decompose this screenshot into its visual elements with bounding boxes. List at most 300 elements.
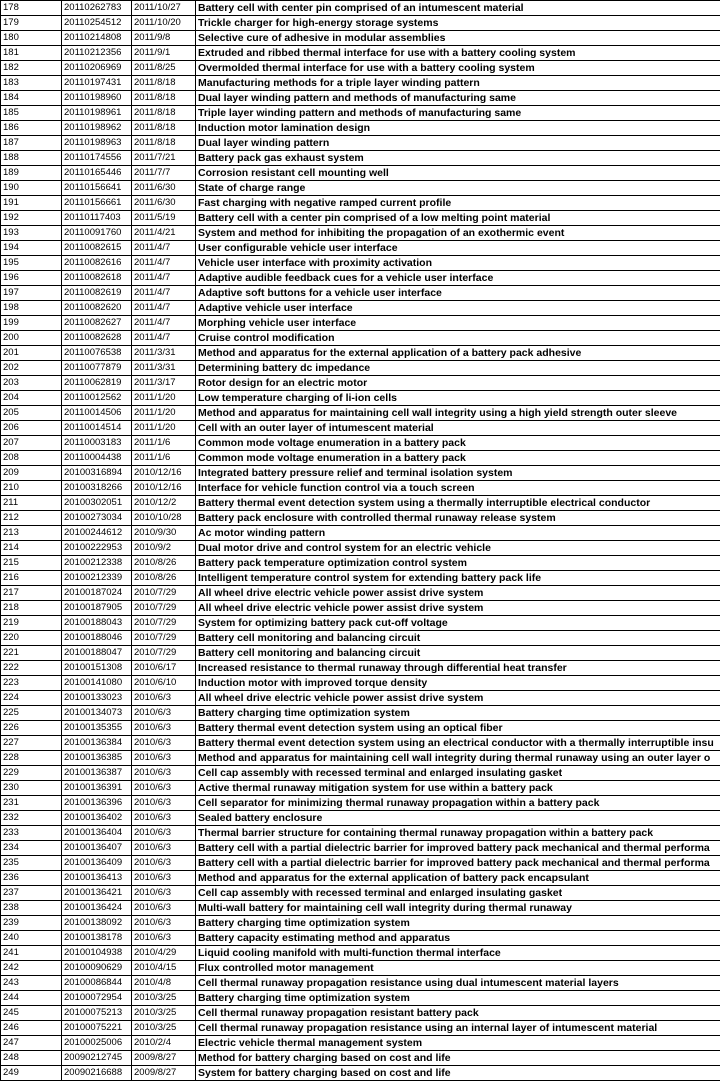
publication-number-cell: 20110082616: [62, 256, 132, 271]
patent-title-cell: Cell with an outer layer of intumescent material: [196, 421, 720, 436]
patent-title-cell: Battery cell monitoring and balancing circuit: [196, 631, 720, 646]
publication-date-cell: 2010/3/25: [132, 1021, 196, 1036]
publication-date-cell: 2011/8/18: [132, 76, 196, 91]
publication-number-cell: 20100136396: [62, 796, 132, 811]
publication-date-cell: 2011/6/30: [132, 181, 196, 196]
table-row: [1, 691, 720, 706]
row-index-cell: 244: [1, 991, 62, 1006]
patent-title-cell: State of charge range: [196, 181, 720, 196]
publication-number-cell: 20110014506: [62, 406, 132, 421]
table-row: [1, 46, 720, 61]
patent-title-cell: Sealed battery enclosure: [196, 811, 720, 826]
patent-title-cell: Cell thermal runaway propagation resistance using an internal layer of intumescent material: [196, 1021, 720, 1036]
publication-date-cell: 2011/9/8: [132, 31, 196, 46]
table-row: [1, 481, 720, 496]
table-row: [1, 676, 720, 691]
publication-number-cell: 20110165446: [62, 166, 132, 181]
patent-title-cell: Method and apparatus for the external application of a battery pack adhesive: [196, 346, 720, 361]
publication-date-cell: 2011/8/25: [132, 61, 196, 76]
row-index-cell: 246: [1, 1021, 62, 1036]
table-row: [1, 886, 720, 901]
publication-number-cell: 20110012562: [62, 391, 132, 406]
publication-number-cell: 20100316894: [62, 466, 132, 481]
table-row: [1, 616, 720, 631]
patent-title-cell: Increased resistance to thermal runaway through differential heat transfer: [196, 661, 720, 676]
row-index-cell: 247: [1, 1036, 62, 1051]
table-row: [1, 1066, 720, 1081]
patent-title-cell: Trickle charger for high-energy storage systems: [196, 16, 720, 31]
publication-date-cell: 2010/6/3: [132, 736, 196, 751]
row-index-cell: 241: [1, 946, 62, 961]
row-index-cell: 187: [1, 136, 62, 151]
table-row: [1, 136, 720, 151]
table-row: [1, 106, 720, 121]
patent-title-cell: Selective cure of adhesive in modular assemblies: [196, 31, 720, 46]
row-index-cell: 190: [1, 181, 62, 196]
publication-date-cell: 2011/5/19: [132, 211, 196, 226]
publication-date-cell: 2011/8/18: [132, 106, 196, 121]
row-index-cell: 211: [1, 496, 62, 511]
publication-date-cell: 2010/6/3: [132, 781, 196, 796]
publication-date-cell: 2010/6/3: [132, 931, 196, 946]
row-index-cell: 220: [1, 631, 62, 646]
patent-title-cell: Electric vehicle thermal management system: [196, 1036, 720, 1051]
row-index-cell: 181: [1, 46, 62, 61]
publication-date-cell: 2010/2/4: [132, 1036, 196, 1051]
patent-title-cell: Dual layer winding pattern and methods of manufacturing same: [196, 91, 720, 106]
publication-date-cell: 2010/9/2: [132, 541, 196, 556]
table-row: [1, 76, 720, 91]
table-row: [1, 466, 720, 481]
table-row: [1, 811, 720, 826]
publication-date-cell: 2010/6/3: [132, 886, 196, 901]
table-row: [1, 841, 720, 856]
table-row: [1, 601, 720, 616]
row-index-cell: 209: [1, 466, 62, 481]
publication-date-cell: 2011/4/7: [132, 301, 196, 316]
row-index-cell: 217: [1, 586, 62, 601]
patent-title-cell: Cell cap assembly with recessed terminal and enlarged insulating gasket: [196, 766, 720, 781]
patent-title-cell: Ac motor winding pattern: [196, 526, 720, 541]
publication-date-cell: 2011/4/21: [132, 226, 196, 241]
publication-number-cell: 20110197431: [62, 76, 132, 91]
row-index-cell: 239: [1, 916, 62, 931]
row-index-cell: 243: [1, 976, 62, 991]
patent-title-cell: Common mode voltage enumeration in a battery pack: [196, 451, 720, 466]
publication-date-cell: 2011/3/17: [132, 376, 196, 391]
patent-title-cell: Battery cell monitoring and balancing circuit: [196, 646, 720, 661]
patent-title-cell: All wheel drive electric vehicle power assist drive system: [196, 691, 720, 706]
publication-date-cell: 2010/8/26: [132, 571, 196, 586]
publication-number-cell: 20110082620: [62, 301, 132, 316]
patent-title-cell: All wheel drive electric vehicle power assist drive system: [196, 586, 720, 601]
row-index-cell: 179: [1, 16, 62, 31]
publication-number-cell: 20110262783: [62, 1, 132, 16]
publication-number-cell: 20110117403: [62, 211, 132, 226]
row-index-cell: 208: [1, 451, 62, 466]
publication-date-cell: 2010/6/3: [132, 871, 196, 886]
publication-date-cell: 2010/6/3: [132, 841, 196, 856]
row-index-cell: 199: [1, 316, 62, 331]
patent-table-body: [1, 1, 720, 1081]
row-index-cell: 212: [1, 511, 62, 526]
row-index-cell: 223: [1, 676, 62, 691]
table-row: [1, 781, 720, 796]
publication-date-cell: 2011/1/20: [132, 391, 196, 406]
row-index-cell: 219: [1, 616, 62, 631]
publication-number-cell: 20110198960: [62, 91, 132, 106]
row-index-cell: 216: [1, 571, 62, 586]
table-row: [1, 736, 720, 751]
publication-number-cell: 20110156641: [62, 181, 132, 196]
row-index-cell: 237: [1, 886, 62, 901]
publication-date-cell: 2010/4/15: [132, 961, 196, 976]
row-index-cell: 183: [1, 76, 62, 91]
publication-date-cell: 2009/8/27: [132, 1051, 196, 1066]
patent-title-cell: Overmolded thermal interface for use with a battery cooling system: [196, 61, 720, 76]
table-row: [1, 976, 720, 991]
publication-date-cell: 2011/1/6: [132, 436, 196, 451]
publication-number-cell: 20110082618: [62, 271, 132, 286]
publication-number-cell: 20100151308: [62, 661, 132, 676]
publication-date-cell: 2010/6/10: [132, 676, 196, 691]
patent-title-cell: Cell thermal runaway propagation resistance using dual intumescent material layers: [196, 976, 720, 991]
publication-date-cell: 2011/9/1: [132, 46, 196, 61]
publication-number-cell: 20100135355: [62, 721, 132, 736]
publication-number-cell: 20100302051: [62, 496, 132, 511]
publication-date-cell: 2011/7/7: [132, 166, 196, 181]
row-index-cell: 210: [1, 481, 62, 496]
table-row: [1, 256, 720, 271]
row-index-cell: 188: [1, 151, 62, 166]
row-index-cell: 238: [1, 901, 62, 916]
publication-number-cell: 20100136402: [62, 811, 132, 826]
patent-title-cell: Method and apparatus for maintaining cell wall integrity using a high yield strength outer sleeve: [196, 406, 720, 421]
row-index-cell: 236: [1, 871, 62, 886]
row-index-cell: 195: [1, 256, 62, 271]
publication-number-cell: 20100188046: [62, 631, 132, 646]
patent-title-cell: Battery thermal event detection system using an electrical conductor with a thermally interruptible insu: [196, 736, 720, 751]
table-row: [1, 961, 720, 976]
publication-number-cell: 20100136407: [62, 841, 132, 856]
publication-number-cell: 20090216688: [62, 1066, 132, 1081]
table-row: [1, 931, 720, 946]
publication-date-cell: 2010/4/8: [132, 976, 196, 991]
row-index-cell: 214: [1, 541, 62, 556]
patent-title-cell: Extruded and ribbed thermal interface for use with a battery cooling system: [196, 46, 720, 61]
row-index-cell: 182: [1, 61, 62, 76]
table-row: [1, 796, 720, 811]
row-index-cell: 178: [1, 1, 62, 16]
publication-date-cell: 2010/8/26: [132, 556, 196, 571]
table-row: [1, 91, 720, 106]
row-index-cell: 234: [1, 841, 62, 856]
patent-title-cell: Battery charging time optimization system: [196, 706, 720, 721]
publication-number-cell: 20110082615: [62, 241, 132, 256]
row-index-cell: 200: [1, 331, 62, 346]
table-row: [1, 496, 720, 511]
row-index-cell: 201: [1, 346, 62, 361]
publication-number-cell: 20110062819: [62, 376, 132, 391]
table-row: [1, 241, 720, 256]
publication-date-cell: 2011/8/18: [132, 91, 196, 106]
row-index-cell: 192: [1, 211, 62, 226]
patent-title-cell: Dual motor drive and control system for an electric vehicle: [196, 541, 720, 556]
row-index-cell: 180: [1, 31, 62, 46]
publication-date-cell: 2010/7/29: [132, 601, 196, 616]
patent-title-cell: Battery cell with center pin comprised of an intumescent material: [196, 1, 720, 16]
row-index-cell: 227: [1, 736, 62, 751]
table-row: [1, 946, 720, 961]
publication-date-cell: 2009/8/27: [132, 1066, 196, 1081]
publication-date-cell: 2010/6/3: [132, 811, 196, 826]
table-row: [1, 1, 720, 16]
row-index-cell: 191: [1, 196, 62, 211]
publication-date-cell: 2011/10/20: [132, 16, 196, 31]
row-index-cell: 218: [1, 601, 62, 616]
patent-title-cell: Manufacturing methods for a triple layer winding pattern: [196, 76, 720, 91]
patent-title-cell: Vehicle user interface with proximity activation: [196, 256, 720, 271]
publication-number-cell: 20110174556: [62, 151, 132, 166]
publication-date-cell: 2011/7/21: [132, 151, 196, 166]
table-row: [1, 1036, 720, 1051]
publication-date-cell: 2010/12/2: [132, 496, 196, 511]
publication-number-cell: 20100136413: [62, 871, 132, 886]
table-row: [1, 706, 720, 721]
patent-title-cell: System for optimizing battery pack cut-off voltage: [196, 616, 720, 631]
publication-number-cell: 20110198961: [62, 106, 132, 121]
row-index-cell: 248: [1, 1051, 62, 1066]
publication-date-cell: 2010/10/28: [132, 511, 196, 526]
publication-number-cell: 20110206969: [62, 61, 132, 76]
patent-title-cell: Method for battery charging based on cost and life: [196, 1051, 720, 1066]
table-row: [1, 511, 720, 526]
table-row: [1, 856, 720, 871]
patent-title-cell: Battery pack gas exhaust system: [196, 151, 720, 166]
table-row: [1, 31, 720, 46]
patent-title-cell: Battery capacity estimating method and apparatus: [196, 931, 720, 946]
row-index-cell: 203: [1, 376, 62, 391]
publication-number-cell: 20100244612: [62, 526, 132, 541]
table-row: [1, 751, 720, 766]
publication-date-cell: 2010/7/29: [132, 631, 196, 646]
patent-title-cell: Active thermal runaway mitigation system for use within a battery pack: [196, 781, 720, 796]
publication-number-cell: 20100188047: [62, 646, 132, 661]
publication-date-cell: 2010/4/29: [132, 946, 196, 961]
patent-title-cell: Corrosion resistant cell mounting well: [196, 166, 720, 181]
table-row: [1, 646, 720, 661]
row-index-cell: 232: [1, 811, 62, 826]
table-row: [1, 1006, 720, 1021]
publication-number-cell: 20110214808: [62, 31, 132, 46]
patent-title-cell: Cell thermal runaway propagation resistant battery pack: [196, 1006, 720, 1021]
publication-date-cell: 2010/6/3: [132, 721, 196, 736]
patent-title-cell: Triple layer winding pattern and methods of manufacturing same: [196, 106, 720, 121]
patent-title-cell: Flux controlled motor management: [196, 961, 720, 976]
publication-number-cell: 20100075213: [62, 1006, 132, 1021]
publication-number-cell: 20110156661: [62, 196, 132, 211]
publication-date-cell: 2011/4/7: [132, 256, 196, 271]
publication-number-cell: 20110198963: [62, 136, 132, 151]
publication-number-cell: 20110077879: [62, 361, 132, 376]
table-row: [1, 121, 720, 136]
patent-title-cell: Low temperature charging of li-ion cells: [196, 391, 720, 406]
publication-number-cell: 20110198962: [62, 121, 132, 136]
publication-number-cell: 20100187905: [62, 601, 132, 616]
publication-number-cell: 20100318266: [62, 481, 132, 496]
publication-date-cell: 2011/8/18: [132, 121, 196, 136]
publication-date-cell: 2010/7/29: [132, 646, 196, 661]
table-row: [1, 661, 720, 676]
patent-title-cell: Battery pack temperature optimization control system: [196, 556, 720, 571]
publication-number-cell: 20100188043: [62, 616, 132, 631]
row-index-cell: 240: [1, 931, 62, 946]
publication-number-cell: 20100138092: [62, 916, 132, 931]
patent-title-cell: Battery thermal event detection system using an optical fiber: [196, 721, 720, 736]
row-index-cell: 207: [1, 436, 62, 451]
patent-title-cell: Thermal barrier structure for containing thermal runaway propagation within a battery pack: [196, 826, 720, 841]
table-row: [1, 901, 720, 916]
row-index-cell: 185: [1, 106, 62, 121]
patent-title-cell: Intelligent temperature control system for extending battery pack life: [196, 571, 720, 586]
publication-number-cell: 20100136404: [62, 826, 132, 841]
publication-number-cell: 20100086844: [62, 976, 132, 991]
publication-number-cell: 20110082627: [62, 316, 132, 331]
row-index-cell: 198: [1, 301, 62, 316]
publication-date-cell: 2010/12/16: [132, 466, 196, 481]
row-index-cell: 204: [1, 391, 62, 406]
publication-number-cell: 20110212356: [62, 46, 132, 61]
publication-date-cell: 2011/6/30: [132, 196, 196, 211]
row-index-cell: 206: [1, 421, 62, 436]
patent-title-cell: Method and apparatus for maintaining cell wall integrity during thermal runaway using an outer layer o: [196, 751, 720, 766]
patent-title-cell: Induction motor lamination design: [196, 121, 720, 136]
row-index-cell: 233: [1, 826, 62, 841]
publication-date-cell: 2010/6/3: [132, 916, 196, 931]
publication-number-cell: 20100187024: [62, 586, 132, 601]
row-index-cell: 202: [1, 361, 62, 376]
table-row: [1, 436, 720, 451]
patent-title-cell: Determining battery dc impedance: [196, 361, 720, 376]
publication-date-cell: 2010/7/29: [132, 616, 196, 631]
publication-number-cell: 20100090629: [62, 961, 132, 976]
publication-date-cell: 2011/1/6: [132, 451, 196, 466]
table-row: [1, 346, 720, 361]
row-index-cell: 184: [1, 91, 62, 106]
publication-number-cell: 20100136384: [62, 736, 132, 751]
patent-title-cell: Cell cap assembly with recessed terminal and enlarged insulating gasket: [196, 886, 720, 901]
patent-title-cell: Common mode voltage enumeration in a battery pack: [196, 436, 720, 451]
row-index-cell: 222: [1, 661, 62, 676]
table-row: [1, 571, 720, 586]
publication-number-cell: 20100075221: [62, 1021, 132, 1036]
publication-number-cell: 20100104938: [62, 946, 132, 961]
row-index-cell: 213: [1, 526, 62, 541]
publication-date-cell: 2011/1/20: [132, 406, 196, 421]
patent-title-cell: Morphing vehicle user interface: [196, 316, 720, 331]
publication-number-cell: 20100136409: [62, 856, 132, 871]
publication-number-cell: 20090212745: [62, 1051, 132, 1066]
publication-date-cell: 2011/4/7: [132, 271, 196, 286]
table-row: [1, 376, 720, 391]
row-index-cell: 205: [1, 406, 62, 421]
patent-title-cell: System and method for inhibiting the propagation of an exothermic event: [196, 226, 720, 241]
publication-number-cell: 20110004438: [62, 451, 132, 466]
publication-date-cell: 2010/12/16: [132, 481, 196, 496]
patent-title-cell: Battery cell with a partial dielectric barrier for improved battery pack mechanical and thermal performa: [196, 856, 720, 871]
table-row: [1, 541, 720, 556]
publication-number-cell: 20110003183: [62, 436, 132, 451]
publication-date-cell: 2011/3/31: [132, 361, 196, 376]
patent-title-cell: Battery charging time optimization system: [196, 916, 720, 931]
publication-number-cell: 20100138178: [62, 931, 132, 946]
patent-title-cell: Adaptive soft buttons for a vehicle user interface: [196, 286, 720, 301]
publication-date-cell: 2011/8/18: [132, 136, 196, 151]
publication-number-cell: 20100025006: [62, 1036, 132, 1051]
publication-date-cell: 2011/4/7: [132, 316, 196, 331]
publication-number-cell: 20100072954: [62, 991, 132, 1006]
patent-title-cell: Battery charging time optimization system: [196, 991, 720, 1006]
table-row: [1, 61, 720, 76]
patent-title-cell: Battery cell with a center pin comprised of a low melting point material: [196, 211, 720, 226]
publication-number-cell: 20100212338: [62, 556, 132, 571]
table-row: [1, 826, 720, 841]
publication-number-cell: 20100134073: [62, 706, 132, 721]
publication-number-cell: 20110076538: [62, 346, 132, 361]
publication-date-cell: 2010/6/3: [132, 856, 196, 871]
publication-date-cell: 2010/6/3: [132, 766, 196, 781]
patent-title-cell: Interface for vehicle function control via a touch screen: [196, 481, 720, 496]
table-row: [1, 301, 720, 316]
row-index-cell: 249: [1, 1066, 62, 1081]
publication-date-cell: 2010/6/3: [132, 826, 196, 841]
table-row: [1, 991, 720, 1006]
publication-number-cell: 20100222953: [62, 541, 132, 556]
patent-title-cell: User configurable vehicle user interface: [196, 241, 720, 256]
publication-date-cell: 2011/4/7: [132, 286, 196, 301]
publication-number-cell: 20100273034: [62, 511, 132, 526]
patent-title-cell: Multi-wall battery for maintaining cell wall integrity during thermal runaway: [196, 901, 720, 916]
publication-number-cell: 20100133023: [62, 691, 132, 706]
patent-title-cell: Fast charging with negative ramped current profile: [196, 196, 720, 211]
row-index-cell: 224: [1, 691, 62, 706]
patent-title-cell: All wheel drive electric vehicle power assist drive system: [196, 601, 720, 616]
publication-number-cell: 20100136387: [62, 766, 132, 781]
patent-title-cell: Battery thermal event detection system using a thermally interruptible electrical conductor: [196, 496, 720, 511]
row-index-cell: 194: [1, 241, 62, 256]
table-row: [1, 556, 720, 571]
row-index-cell: 225: [1, 706, 62, 721]
publication-number-cell: 20100136424: [62, 901, 132, 916]
row-index-cell: 193: [1, 226, 62, 241]
table-row: [1, 196, 720, 211]
row-index-cell: 245: [1, 1006, 62, 1021]
publication-date-cell: 2010/6/3: [132, 901, 196, 916]
row-index-cell: 226: [1, 721, 62, 736]
publication-date-cell: 2010/3/25: [132, 1006, 196, 1021]
table-row: [1, 391, 720, 406]
patent-title-cell: Cell separator for minimizing thermal runaway propagation within a battery pack: [196, 796, 720, 811]
row-index-cell: 189: [1, 166, 62, 181]
row-index-cell: 215: [1, 556, 62, 571]
publication-number-cell: 20110254512: [62, 16, 132, 31]
table-row: [1, 286, 720, 301]
table-row: [1, 721, 720, 736]
patent-title-cell: Integrated battery pressure relief and terminal isolation system: [196, 466, 720, 481]
patent-title-cell: Adaptive vehicle user interface: [196, 301, 720, 316]
table-row: [1, 316, 720, 331]
table-row: [1, 151, 720, 166]
